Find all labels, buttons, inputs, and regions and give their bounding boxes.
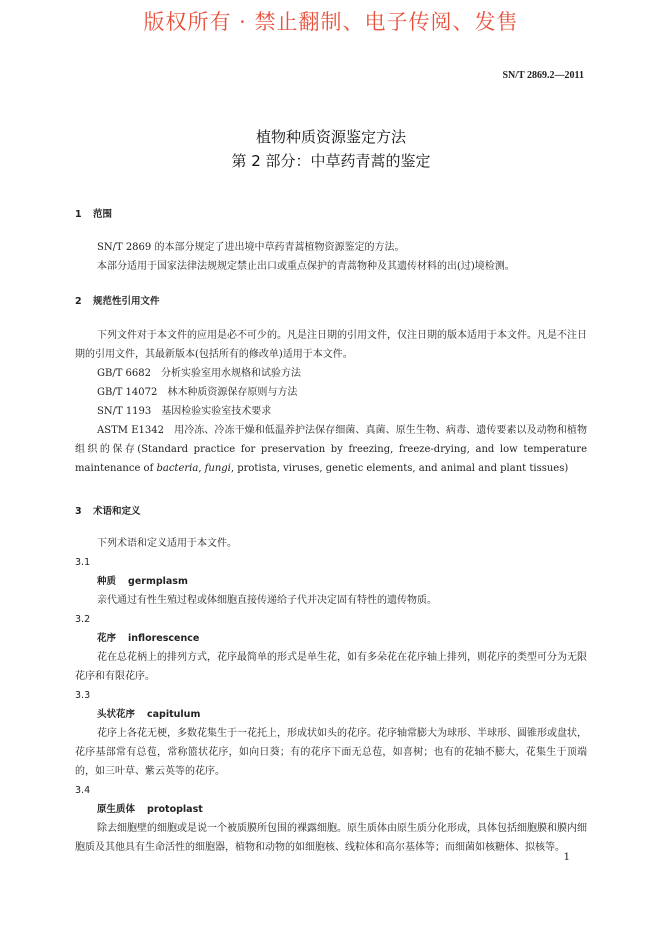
section-number: 3 — [75, 506, 82, 517]
term-zh: 头状花序 — [97, 709, 136, 720]
reference-item: SN/T 1193 基因检验实验室技术要求 — [97, 406, 272, 417]
section-number: 2 — [75, 296, 82, 307]
section-3-heading — [75, 503, 141, 517]
section-1-body — [75, 238, 587, 276]
term-definition: 亲代通过有性生殖过程或体细胞直接传递给子代并决定固有特性的遗传物质。 — [97, 595, 437, 606]
document-subtitle: 第 2 部分：中草药青蒿的鉴定 — [231, 152, 431, 170]
term-zh: 种质 — [97, 576, 117, 587]
section-2-heading — [75, 293, 160, 307]
document-title: 植物种质资源鉴定方法 — [255, 128, 406, 146]
term-en: inflorescence — [128, 633, 200, 644]
term-heading — [75, 705, 587, 724]
term-number: 3.2 — [75, 614, 91, 625]
term-number: 3.1 — [75, 557, 91, 568]
copyright-watermark: 版权所有 · 禁止翻制、电子传阅、发售 — [143, 10, 519, 34]
standard-code: SN/T 2869.2—2011 — [502, 70, 584, 81]
term-heading — [75, 629, 587, 648]
paragraph: 下列术语和定义适用于本文件。 — [97, 538, 237, 549]
reference-item-astm — [75, 421, 587, 478]
term-heading — [75, 572, 587, 591]
term-definition: 花序上各花无梗，多数花集生于一花托上，形成状如头的花序。花序轴常膨大为球形、半球形、圆锥形或盘状，花序基部常有总苞，常称篮状花序，如向日葵；有的花序下面无总苞，如喜树；也有的花轴不膨大，花集生于顶端的，如三叶草、紫云英等的花序。 — [75, 728, 587, 777]
term-en: capitulum — [147, 709, 201, 720]
paragraph: SN/T 2869 的本部分规定了进出境中草药青蒿植物资源鉴定的方法。 — [97, 242, 405, 253]
section-title: 术语和定义 — [93, 506, 141, 517]
section-title: 范围 — [93, 209, 113, 220]
italic-term: bacteria — [156, 463, 199, 474]
section-2-body — [75, 326, 587, 478]
page-number: 1 — [563, 852, 570, 863]
section-title: 规范性引用文件 — [93, 296, 160, 307]
term-definition: 除去细胞壁的细胞或是说一个被质膜所包围的裸露细胞。原生质体由原生质分化形成，具体包括细胞膜和膜内细胞质及其他具有生命活性的细胞器，植物和动物的如细胞核、线粒体和高尔基体等；而细菌如核糖体、拟核等。 — [75, 823, 587, 853]
term-definition: 花在总花柄上的排列方式，花序最简单的形式是单生花，如有多朵花在花序轴上排列，则花序的类型可分为无限花序和有限花序。 — [75, 652, 587, 682]
term-en: germplasm — [128, 576, 188, 587]
section-number: 1 — [75, 209, 82, 220]
reference-text: ASTM E1342 用冷冻、冷冻干燥和低温养护法保存细菌、真菌、原生生物、病毒、遗传要素以及动物和植物组织的保存(Standard practice for preservation by freezing, freeze-drying, and low temperature maintenance of — [75, 425, 587, 474]
paragraph: 下列文件对于本文件的应用是必不可少的。凡是注日期的引用文件，仅注日期的版本适用于本文件。凡是不注日期的引用文件，其最新版本(包括所有的修改单)适用于本文件。 — [75, 330, 587, 360]
italic-term: fungi — [204, 463, 231, 474]
reference-text: , protista, viruses, genetic elements, and animal and plant tissues) — [230, 463, 569, 474]
section-1-heading — [75, 206, 112, 220]
term-zh: 原生质体 — [97, 804, 136, 815]
paragraph: 本部分适用于国家法律法规规定禁止出口或重点保护的青蒿物种及其遗传材料的出(过)境检测。 — [97, 261, 515, 272]
reference-item: GB/T 6682 分析实验室用水规格和试验方法 — [97, 368, 302, 379]
section-3-body — [75, 534, 587, 857]
separator: , — [198, 463, 205, 474]
term-zh: 花序 — [97, 633, 117, 644]
term-number: 3.4 — [75, 785, 91, 796]
term-heading — [75, 800, 587, 819]
term-number: 3.3 — [75, 690, 91, 701]
term-en: protoplast — [147, 804, 203, 815]
reference-item: GB/T 14072 林木种质资源保存原则与方法 — [97, 387, 298, 398]
